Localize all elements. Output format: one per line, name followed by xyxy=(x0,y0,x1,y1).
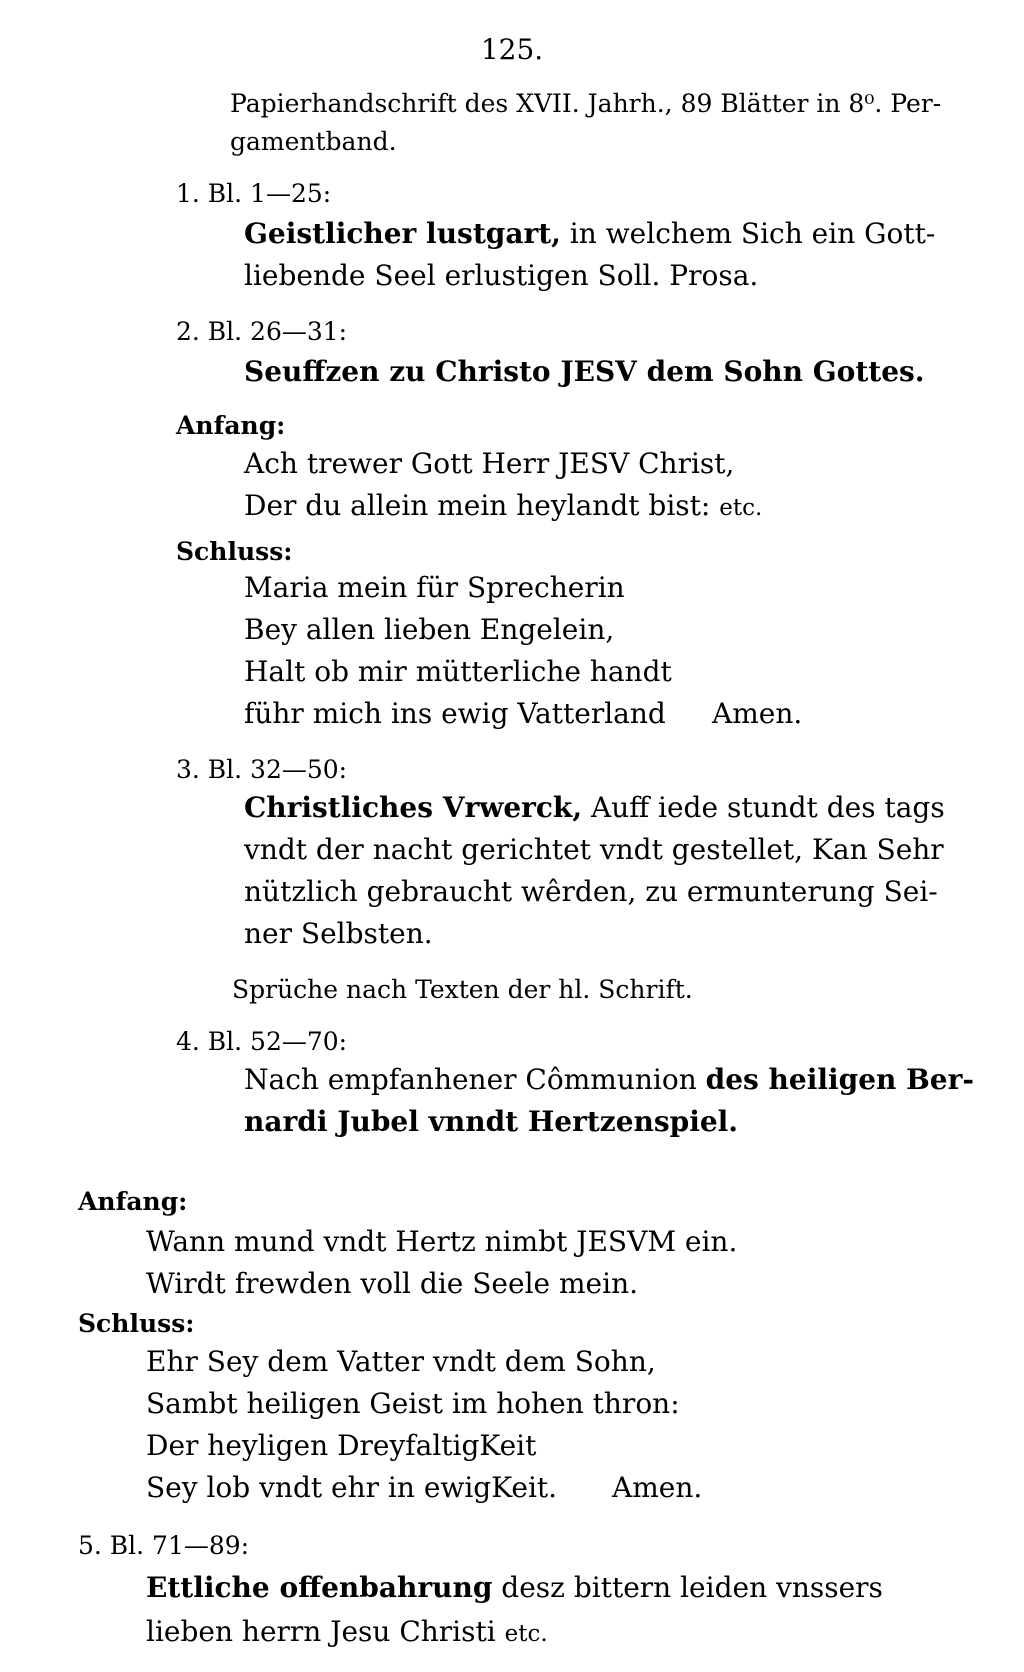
entry-3-line-2: vndt der nacht gerichtet vndt gestellet, Kan Sehr xyxy=(244,833,944,866)
entry-4-schluss-line-3: Der heyligen DreyfaltigKeit xyxy=(146,1429,537,1462)
entry-5-line-1: Ettliche offenbahrung desz bittern leiden vnssers xyxy=(146,1571,883,1604)
entry-2-schluss-line-3: Halt ob mir mütterliche handt xyxy=(244,655,672,688)
entry-4-line-2: nardi Jubel vnndt Hertzenspiel. xyxy=(244,1105,739,1138)
entry-5-ref: 5. Bl. 71—89: xyxy=(78,1531,250,1560)
entry-4-anfang-line-2: Wirdt frewden voll die Seele mein. xyxy=(146,1267,639,1300)
intro-line-1: Papierhandschrift des XVII. Jahrh., 89 Blätter in 8⁰. Per- xyxy=(230,89,942,118)
entry-5-title: Ettliche offenbahrung xyxy=(146,1571,493,1604)
entry-1-title: Geistlicher lustgart, xyxy=(244,217,561,250)
entry-4-schluss-line-4: Sey lob vndt ehr in ewigKeit. xyxy=(146,1471,558,1504)
entry-3-title: Christliches Vrwerck, xyxy=(244,791,583,824)
entry-2-schluss-line-4: führ mich ins ewig Vatterland xyxy=(244,697,666,730)
entry-3-note: Sprüche nach Texten der hl. Schrift. xyxy=(232,975,693,1004)
intro-line-2: gamentband. xyxy=(230,127,397,156)
entry-2-ref: 2. Bl. 26—31: xyxy=(176,317,348,346)
entry-4-anfang-line-1: Wann mund vndt Hertz nimbt JESVM ein. xyxy=(146,1225,738,1258)
entry-4-schluss-label: Schluss: xyxy=(78,1309,195,1338)
entry-4-schluss-line-2: Sambt heiligen Geist im hohen thron: xyxy=(146,1387,680,1420)
entry-3-line-4: ner Selbsten. xyxy=(244,917,433,950)
entry-4-ref: 4. Bl. 52—70: xyxy=(176,1027,348,1056)
entry-3-line-1: Christliches Vrwerck, Auff iede stundt des tags xyxy=(244,791,945,824)
entry-2-anfang-line-1: Ach trewer Gott Herr JESV Christ, xyxy=(244,447,735,480)
entry-1-line-1: Geistlicher lustgart, in welchem Sich ein Gott- xyxy=(244,217,936,250)
entry-2-anfang-line-2: Der du allein mein heylandt bist: etc. xyxy=(244,489,763,522)
entry-3-ref: 3. Bl. 32—50: xyxy=(176,755,348,784)
entry-2-schluss-label: Schluss: xyxy=(176,537,293,566)
entry-1-line-2: liebende Seel erlustigen Soll. Prosa. xyxy=(244,259,759,292)
entry-2-title: Seuffzen zu Christo JESV dem Sohn Gottes. xyxy=(244,355,925,388)
entry-4-schluss-line-1: Ehr Sey dem Vatter vndt dem Sohn, xyxy=(146,1345,656,1378)
entry-2-schluss-amen: Amen. xyxy=(712,697,803,730)
entry-2-schluss-line-1: Maria mein für Sprecherin xyxy=(244,571,625,604)
entry-4-line-1: Nach empfanhener Cômmunion des heiligen Ber- xyxy=(244,1063,974,1096)
entry-2-schluss-line-2: Bey allen lieben Engelein, xyxy=(244,613,615,646)
page-number: 125. xyxy=(480,33,544,66)
entry-5-line-2: lieben herrn Jesu Christi etc. xyxy=(146,1615,548,1648)
entry-1-ref: 1. Bl. 1—25: xyxy=(176,179,332,208)
entry-4-schluss-amen: Amen. xyxy=(612,1471,703,1504)
entry-3-line-3: nützlich gebraucht wêrden, zu ermunterung Sei- xyxy=(244,875,938,908)
entry-4-anfang-label: Anfang: xyxy=(78,1187,188,1216)
entry-2-anfang-label: Anfang: xyxy=(176,411,286,440)
